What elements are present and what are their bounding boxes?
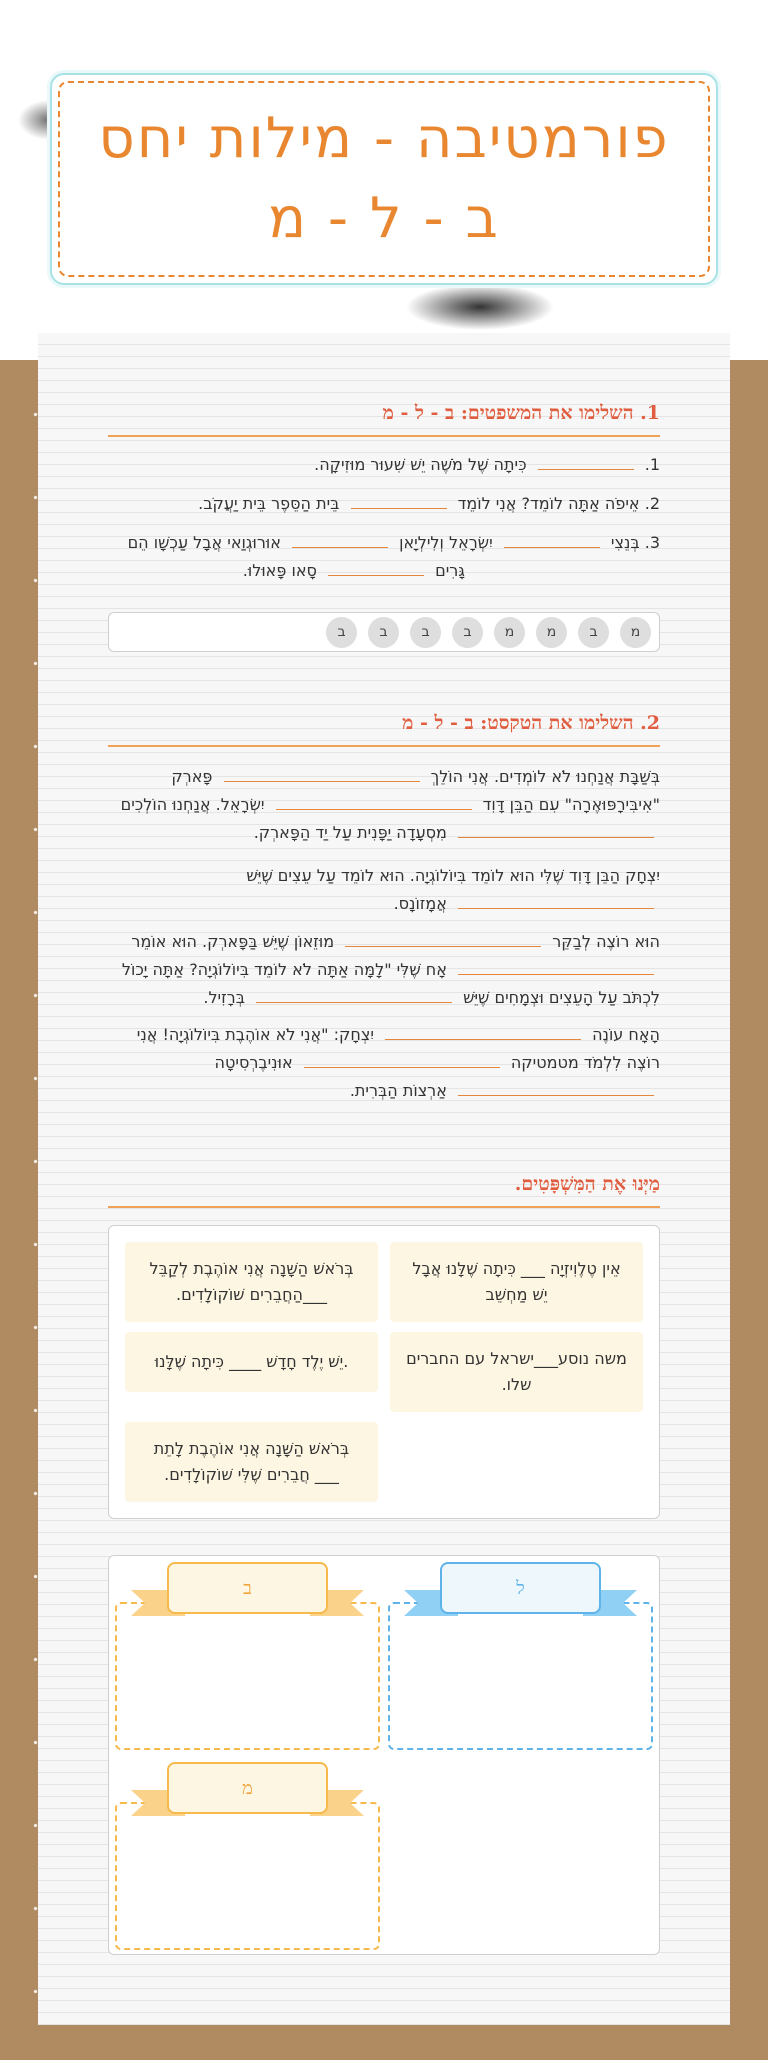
sentence-text: בֵּית הַסֵּפֶר בֵּית יַעֲקֹב. <box>198 494 340 513</box>
sentence-text: סָאו פָּאוּלוּ. <box>242 561 317 580</box>
paragraph-text: אֲמָזוֹנָס. <box>393 894 447 913</box>
blank-input[interactable] <box>292 533 388 548</box>
paragraph-text: לִכְתֹּב עַל הָעֵצִים וּצְמָחִים שֶׁיֵּשׁ <box>463 988 660 1007</box>
blank-input[interactable] <box>504 533 600 548</box>
word-chip[interactable]: ב <box>368 617 399 648</box>
sentence-text: אֵיפֹה אַתָּה לוֹמֵד? אֲנִי לוֹמֵד <box>457 494 640 513</box>
paragraph-4 <box>108 1021 660 1105</box>
sort-card[interactable]: בְּרֹאשׁ הַשָּׁנָה אֲנִי אוֹהֶבֶת לָתֵת ___ חֲבֵרִים שֶׁלִּי שׁוֹקוֹלָדִים. <box>125 1422 378 1502</box>
word-chip[interactable]: מ <box>536 617 567 648</box>
sort-card[interactable]: בְּרֹאשׁ הַשָּׁנָה אֲנִי אוֹהֶבֶת לְקַבֵּל ___הַחֲבֵרִים שׁוֹקוֹלָדִים. <box>125 1242 378 1322</box>
paragraph-2 <box>108 862 660 918</box>
section2-title: 2. השלימו את הטקסט: ב - ל - מ <box>108 712 660 747</box>
word-chip[interactable]: מ <box>494 617 525 648</box>
blank-input[interactable] <box>256 988 452 1003</box>
blank-input[interactable] <box>224 767 420 782</box>
blank-input[interactable] <box>458 894 654 909</box>
paragraph-text: בְּרָזִיל. <box>203 988 245 1007</box>
title-card <box>50 73 718 285</box>
bin-label: ב <box>167 1562 328 1614</box>
title-card-border <box>58 81 710 277</box>
paragraph-1 <box>108 763 660 847</box>
paragraph-text: פָּארְק <box>171 767 213 786</box>
sort-card[interactable]: משה נוסע___ישראל עם החברים שלו. <box>390 1332 643 1412</box>
blank-input[interactable] <box>351 494 447 509</box>
blank-input[interactable] <box>345 932 541 947</box>
drop-zone[interactable] <box>115 1802 380 1950</box>
paragraph-text: רוֹצֶה לִלְמֹד מטמטיקה <box>510 1053 660 1072</box>
blank-input[interactable] <box>328 561 424 576</box>
word-chip[interactable]: ב <box>326 617 357 648</box>
sentence-text: כִּיתָה שֶׁל מֹשֶׁה יֵשׁ שִׁעוּר מוּזִיקָה. <box>314 455 527 474</box>
sentence-text: יִשְׂרָאֵל וְלִילְיָאן <box>399 533 493 552</box>
paragraph-text: יִצְחָק: "אֲנִי לֹא אוֹהֶבֶת בִּיוֹלוֹגְיָה! אֲנִי <box>136 1025 374 1044</box>
sentence-number: 3. <box>644 533 660 552</box>
sentence-text: אוּרוּגְוַאי אֲבָל עַכְשָׁו הֵם <box>127 533 281 552</box>
paragraph-text: מוּזֵאוֹן שֶׁיֵּשׁ בַּפָּארְק. הוּא אוֹמֵר <box>131 932 335 951</box>
paragraph-text: הָאָח עוֹנֶה <box>592 1025 660 1044</box>
section3-title: מַיְּנוּ אֶת הַמִּשְׁפָּטִים. <box>108 1173 660 1208</box>
sentence-1 <box>108 453 660 477</box>
paragraph-text: אַרְצוֹת הַבְּרִית. <box>349 1081 447 1100</box>
paragraph-text: "אִיבִּירָפּוּאֶרָה" עִם הַבֵּן דָּוִד <box>482 795 660 814</box>
word-chip[interactable]: ב <box>410 617 441 648</box>
word-chip[interactable]: ב <box>452 617 483 648</box>
paragraph-text: יִשְׂרָאֵל. אֲנַחְנוּ הוֹלְכִים <box>120 795 265 814</box>
blank-input[interactable] <box>458 1081 654 1096</box>
sort-card[interactable]: אֵין טֶלֶוִיזְיָה ___ כִּיתָה שֶׁלָּנוּ אֲבָל יֵשׁ מַחְשֵׁב <box>390 1242 643 1322</box>
sentence-text: בְּנֵצִי <box>610 533 640 552</box>
paragraph-text: אָח שֶׁלִּי "לָמָּה אַתָּה לֹא לוֹמֵד בִּיוֹלוֹגְיָה? אַתָּה יָכוֹל <box>121 960 447 979</box>
paragraph-text: הוּא רוֹצֶה לְבַקֵּר <box>552 932 660 951</box>
drop-zone[interactable] <box>115 1602 380 1750</box>
sort-bin-mem[interactable] <box>115 1762 380 1922</box>
blank-input[interactable] <box>458 823 654 838</box>
bin-label: ל <box>440 1562 601 1614</box>
sort-bins-area <box>108 1555 660 1955</box>
paragraph-3 <box>108 928 660 1012</box>
paragraph-text: בְּשַׁבָּת אֲנַחְנוּ לֹא לוֹמְדִים. אֲנִי הוֹלֵךְ <box>430 767 660 786</box>
sort-cards-area <box>108 1225 660 1519</box>
paragraph-text: מִסְעָדָה יַפָּנִית עַל יַד הַפָּארְק. <box>253 823 447 842</box>
sentence-2 <box>108 492 660 516</box>
paragraph-text: יִצְחָק הַבֵּן דָּוִד שֶׁלִּי הוּא לוֹמֵד בִּיוֹלוֹגְיָה. הוּא לוֹמֵד עַל עֵצִים שֶׁיֵּשׁ <box>246 866 660 885</box>
word-chip[interactable]: ב <box>578 617 609 648</box>
blank-input[interactable] <box>276 795 472 810</box>
blank-input[interactable] <box>538 455 634 470</box>
paragraph-text: אוּנִיבֶרְסִיטָה <box>214 1053 293 1072</box>
word-chip[interactable]: מ <box>620 617 651 648</box>
sort-bin-bet[interactable] <box>115 1562 380 1722</box>
bin-label: מ <box>167 1762 328 1814</box>
blank-input[interactable] <box>385 1025 581 1040</box>
section1-title: 1. השלימו את המשפטים: ב - ל - מ <box>108 402 660 437</box>
blank-input[interactable] <box>304 1053 500 1068</box>
word-bank <box>108 612 660 652</box>
blank-input[interactable] <box>458 960 654 975</box>
sentence-3-cont <box>108 559 660 583</box>
sentence-number: 1. <box>644 455 660 474</box>
sort-bin-lamed[interactable] <box>388 1562 653 1722</box>
sentence-text: גָּרִים <box>435 561 465 580</box>
page-title: פורמטיבה - מילות יחס ב - ל - מ <box>98 106 670 251</box>
sort-card[interactable]: .יֵשׁ יֶלֶד חָדָשׁ ____ כִּיתָה שֶׁלָּנוּ <box>125 1332 378 1392</box>
sentence-3 <box>108 531 660 555</box>
title-shadow <box>400 282 560 332</box>
sentence-number: 2. <box>644 494 660 513</box>
drop-zone[interactable] <box>388 1602 653 1750</box>
